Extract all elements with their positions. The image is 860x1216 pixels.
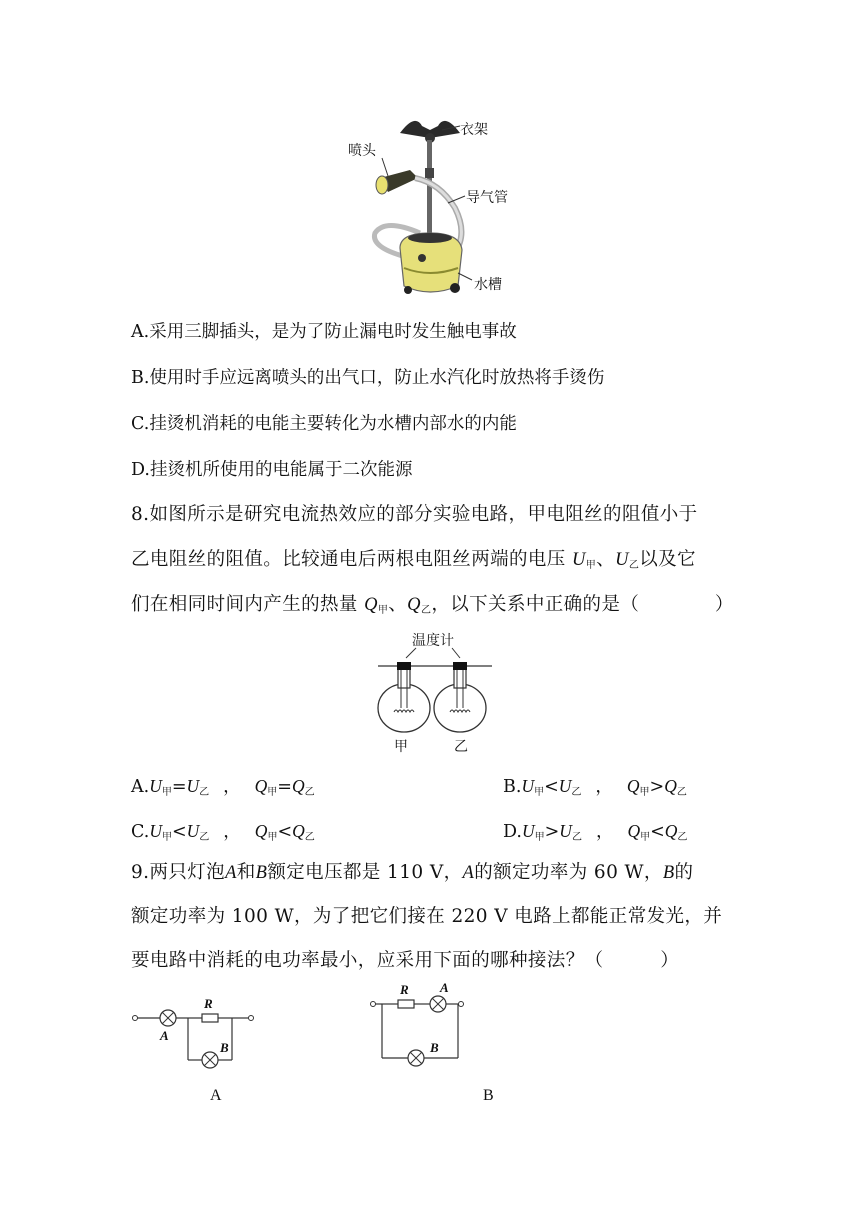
q9-line-1: 9.两只灯泡A和B额定电压都是 110 V，A的额定功率为 60 W，B的: [131, 862, 694, 883]
circuit-b-label-b: B: [430, 1040, 439, 1055]
circuit-b-label-r: R: [400, 982, 409, 997]
circuit-b-diagram: [368, 980, 468, 1076]
circuit-b-caption: B: [483, 1087, 494, 1104]
label-hanger: 衣架: [460, 121, 488, 137]
q8-option-d: $D.U_甲>U_乙$ ， $Q_甲<Q_乙$: [503, 821, 688, 843]
q8-line-3: 们在相同时间内产生的热量 $Q_甲$、$Q_乙$，以下关系中正确的是（ ）: [131, 594, 734, 616]
circuit-a: [130, 996, 260, 1076]
circuit-a-diagram: [130, 996, 260, 1076]
steamer-figure: [330, 108, 530, 308]
q7-option-a: A.采用三脚插头，是为了防止漏电时发生触电事故: [131, 322, 517, 342]
circuit-a-label-r: R: [204, 996, 213, 1011]
q9-line-2: 额定功率为 100 W，为了把它们接在 220 V 电路上都能正常发光，并: [131, 906, 723, 927]
q7-option-b: B.使用时手应远离喷头的出气口，防止水汽化时放热将手烫伤: [131, 368, 605, 388]
circuit-a-caption: A: [210, 1087, 222, 1104]
circuit-a-label-b: B: [220, 1040, 229, 1055]
q8-line-2: 乙电阻丝的阻值。比较通电后两根电阻丝两端的电压 $U_甲$、$U_乙$以及它: [131, 549, 696, 571]
q8-option-c: $C.U_甲<U_乙$ ， $Q_甲<Q_乙$: [131, 821, 315, 843]
q9-line-3: 要电路中消耗的电功率最小，应采用下面的哪种接法？（ ）: [131, 950, 680, 971]
circuit-a-label-a: A: [160, 1028, 169, 1043]
q7-option-d: D.挂烫机所使用的电能属于二次能源: [131, 460, 413, 480]
q7-option-c: C.挂烫机消耗的电能主要转化为水槽内部水的内能: [131, 414, 517, 434]
q8-figure: [372, 628, 498, 756]
label-thermometer: 温度计: [412, 632, 454, 648]
q8-option-b: $B.U_甲<U_乙$ ， $Q_甲>Q_乙$: [503, 776, 687, 798]
label-flask-jia: 甲: [394, 738, 408, 754]
circuit-b-label-a: A: [440, 980, 449, 995]
q8-option-a: $A.U_甲=U_乙$ ， $Q_甲=Q_乙$: [131, 776, 315, 798]
q8-line-1: 8.如图所示是研究电流热效应的部分实验电路，甲电阻丝的阻值小于: [131, 504, 698, 525]
circuit-b: [368, 980, 468, 1076]
label-pipe: 导气管: [466, 189, 508, 205]
label-tank: 水槽: [474, 276, 502, 292]
label-flask-yi: 乙: [454, 738, 468, 754]
label-nozzle: 喷头: [348, 142, 376, 158]
